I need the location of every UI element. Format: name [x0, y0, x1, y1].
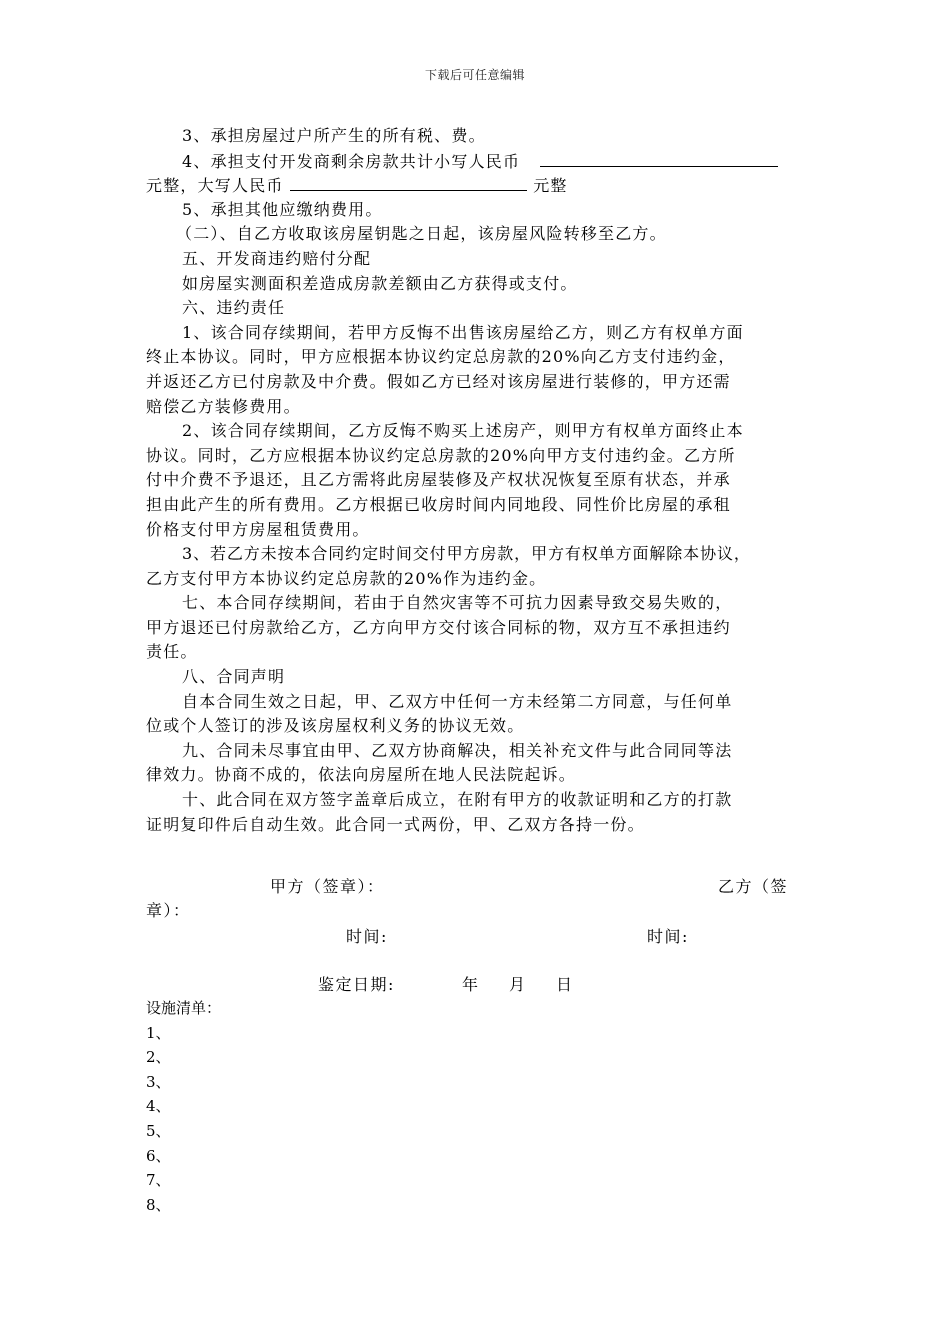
facility-item: 5、: [146, 1121, 171, 1140]
party-b-signature-label-cont: 章）：: [146, 901, 191, 920]
section-seven-line-1: 七、本合同存续期间，若由于自然灾害等不可抗力因素导致交易失败的，: [182, 593, 733, 613]
facility-item: 2、: [146, 1048, 171, 1067]
section-seven-line-3: 责任。: [146, 642, 198, 662]
declaration-line-2: 位或个人签订的涉及该房屋权利义务的协议无效。: [146, 716, 525, 736]
breach-3-line-1: 3、若乙方未按本合同约定时间交付甲方房款，甲方有权单方面解除本协议，: [182, 544, 751, 564]
remaining-payment-text: 4、承担支付开发商剩余房款共计小写人民币: [182, 151, 521, 171]
breach-2-line-1: 2、该合同存续期间，乙方反悔不购买上述房产，则甲方有权单方面终止本: [182, 421, 744, 441]
section-eight-title: 八、合同声明: [182, 667, 286, 687]
appraisal-date-label: 鉴定日期:: [318, 975, 395, 994]
breach-2-line-5: 价格支付甲方房屋租赁费用。: [146, 519, 370, 539]
party-a-signature-label: 甲方（签章）：: [270, 877, 385, 896]
declaration-line-1: 自本合同生效之日起，甲、乙双方中任何一方未经第二方同意，与任何单: [182, 691, 733, 711]
clause-area-difference: 如房屋实测面积差造成房款差额由乙方获得或支付。: [182, 273, 578, 293]
clause-amount-uppercase: [146, 173, 806, 198]
section-seven-line-2: 甲方退还已付房款给乙方，乙方向甲方交付该合同标的物，双方互不承担违约: [146, 617, 731, 637]
breach-2-line-2: 协议。同时，乙方应根据本协议约定总房款的20%向甲方支付违约金。乙方所: [146, 445, 736, 465]
appraisal-day: 日: [556, 975, 574, 994]
party-a-time-label: 时间:: [346, 927, 388, 946]
clause-risk-transfer: （二）、自乙方收取该房屋钥匙之日起，该房屋风险转移至乙方。: [176, 224, 667, 244]
facility-item: 1、: [146, 1023, 171, 1042]
breach-1-line-3: 并返还乙方已付房款及中介费。假如乙方已经对该房屋进行装修的，甲方还需: [146, 371, 731, 391]
breach-1-line-4: 赔偿乙方装修费用。: [146, 396, 301, 416]
party-b-time-label: 时间:: [647, 927, 689, 946]
section-ten-line-1: 十、此合同在双方签字盖章后成立，在附有甲方的收款证明和乙方的打款: [182, 790, 733, 810]
facility-item: 4、: [146, 1097, 171, 1116]
section-ten-line-2: 证明复印件后自动生效。此合同一式两份，甲、乙双方各持一份。: [146, 814, 645, 834]
breach-2-line-4: 担由此产生的所有费用。乙方根据已收房时间内同地段、同性价比房屋的承租: [146, 494, 731, 514]
section-six-title: 六、违约责任: [182, 298, 286, 318]
clause-tax-fees: 3、承担房屋过户所产生的所有税、费。: [182, 126, 486, 145]
breach-1-line-2: 终止本协议。同时，甲方应根据本协议约定总房款的20%向乙方支付违约金，: [146, 347, 736, 367]
section-five-title: 五、开发商违约赔付分配: [182, 248, 372, 268]
breach-3-line-2: 乙方支付甲方本协议约定总房款的20%作为违约金。: [146, 568, 547, 588]
facility-list-title: 设施清单：: [146, 999, 222, 1017]
breach-1-line-1: 1、该合同存续期间，若甲方反悔不出售该房屋给乙方，则乙方有权单方面: [182, 322, 744, 342]
section-nine-line-1: 九、合同未尽事宜由甲、乙双方协商解决，相关补充文件与此合同同等法: [182, 740, 733, 760]
facility-item: 3、: [146, 1072, 171, 1091]
breach-2-line-3: 付中介费不予退还，且乙方需将此房屋装修及产权状况恢复至原有状态，并承: [146, 470, 731, 490]
amount-uppercase-label: 元整，大写人民币: [146, 176, 284, 196]
contract-body: [146, 124, 806, 837]
facility-item: 8、: [146, 1195, 171, 1214]
facility-item: 7、: [146, 1171, 171, 1190]
facility-item: 6、: [146, 1146, 171, 1165]
page-header: 下载后可任意编辑: [424, 68, 525, 82]
amount-lowercase-blank[interactable]: [540, 149, 778, 167]
clause-remaining-payment: [146, 149, 806, 174]
facility-list: [146, 996, 221, 1217]
amount-uppercase-blank[interactable]: [290, 173, 527, 191]
appraisal-month: 月: [509, 975, 527, 994]
section-nine-line-2: 律效力。协商不成的，依法向房屋所在地人民法院起诉。: [146, 765, 577, 785]
clause-other-fees: 5、承担其他应缴纳费用。: [182, 199, 383, 219]
party-b-signature-label: 乙方（签: [718, 877, 789, 896]
amount-unit: 元整: [533, 176, 568, 196]
appraisal-year: 年: [462, 975, 480, 994]
